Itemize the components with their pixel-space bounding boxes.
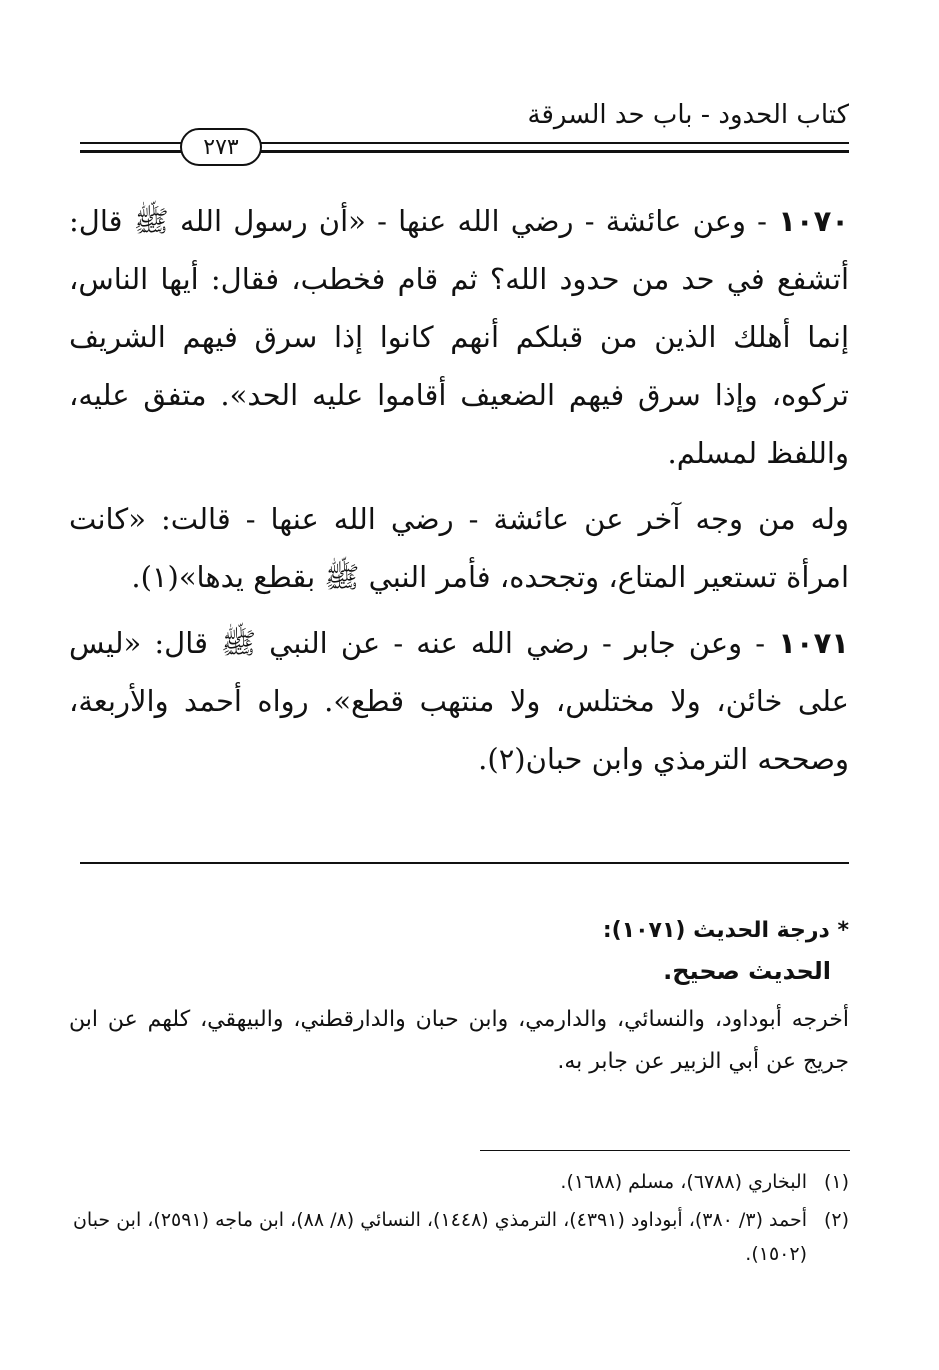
- footnote-rule: [480, 1150, 850, 1151]
- footnote-mark: (١): [823, 1171, 849, 1193]
- footnote-mark: (٢): [823, 1209, 849, 1231]
- hadith-1070: [69, 192, 849, 482]
- main-text: [69, 192, 849, 796]
- footnotes: [69, 1165, 849, 1275]
- hadith-1070-variant: [69, 490, 849, 606]
- hadith-number: ١٠٧٠: [778, 204, 849, 238]
- hadith-text: وله من وجه آخر عن عائشة - رضي الله عنها - قالت: «كانت امرأة تستعير المتاع، وتجحده، فأمر النبي ﷺ بقطع يدها»(١).: [69, 502, 849, 594]
- commentary: [69, 918, 849, 1083]
- commentary-heading: * درجة الحديث (١٠٧١):: [602, 918, 849, 943]
- footnote-text: البخاري (٦٧٨٨)، مسلم (١٦٨٨).: [560, 1171, 807, 1193]
- footnote: [69, 1165, 849, 1199]
- running-title: كتاب الحدود - باب حد السرقة: [527, 100, 849, 130]
- commentary-text: أخرجه أبوداود، والنسائي، والدارمي، وابن حبان والدارقطني، والبيهقي، كلهم عن ابن جريج عن أبي الزبير عن جابر به.: [69, 1007, 849, 1074]
- commentary-verdict: الحديث صحيح.: [663, 957, 831, 985]
- hadith-number: ١٠٧١: [778, 626, 850, 660]
- section-divider: [80, 862, 849, 864]
- hadith-text: - وعن جابر - رضي الله عنه - عن النبي ﷺ قال: «ليس على خائن، ولا مختلس، ولا منتهب قطع». رواه أحمد والأربعة، وصححه الترمذي وابن حبان(٢).: [69, 626, 849, 776]
- footnote: [69, 1203, 849, 1271]
- hadith-1071: [69, 614, 849, 788]
- page-number: ٢٧٣: [180, 128, 262, 166]
- footnote-text: أحمد (٣/ ٣٨٠)، أبوداود (٤٣٩١)، الترمذي (١٤٤٨)، النسائي (٨/ ٨٨)، ابن ماجه (٢٥٩١)، ابن حبان (١٥٠٢).: [72, 1209, 807, 1265]
- hadith-text: - وعن عائشة - رضي الله عنها - «أن رسول الله ﷺ قال: أتشفع في حد من حدود الله؟ ثم قام فخطب، فقال: أيها الناس، إنما أهلك الذين من قبلكم أنهم كانوا إذا سرق فيهم الشريف تركوه، وإذا سرق فيهم الضعيف أقاموا عليه الحد». متفق عليه، واللفظ لمسلم.: [69, 204, 849, 470]
